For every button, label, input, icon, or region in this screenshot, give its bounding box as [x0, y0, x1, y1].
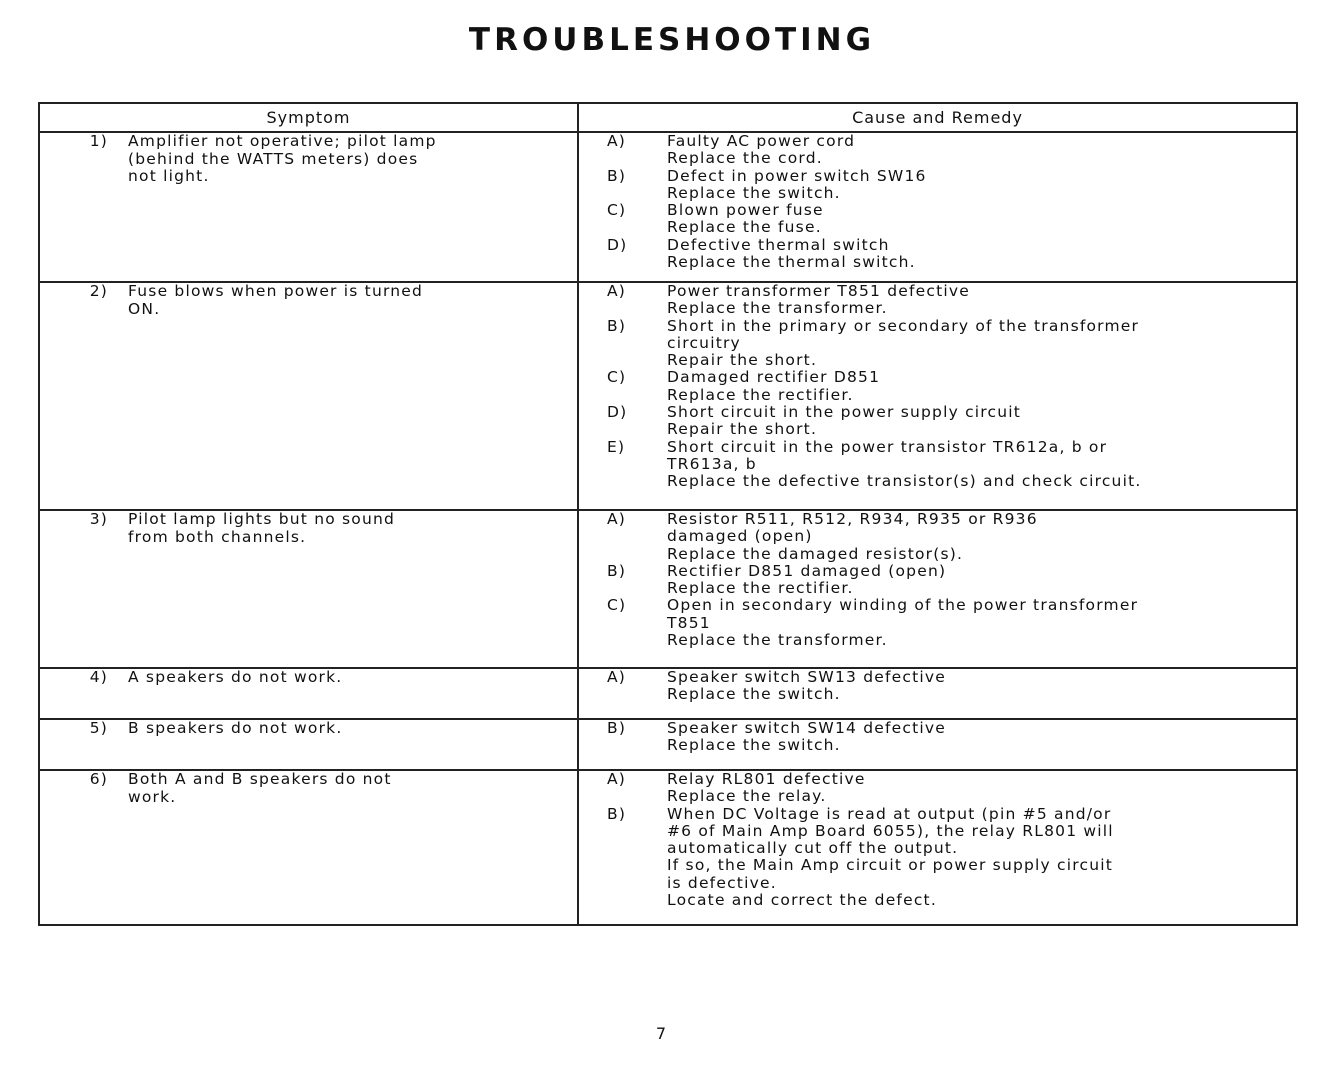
table-row	[39, 770, 1297, 925]
cause-remedy-cell	[578, 510, 1297, 668]
cause-text: Faulty AC power cord	[667, 132, 856, 150]
cause-remedy-cell	[578, 282, 1297, 510]
cause-letter: A)	[607, 770, 627, 788]
remedy-text: Replace the rectifier.	[667, 385, 854, 404]
cause-text: Resistor R511, R512, R934, R935 or R936 damaged (open)	[667, 510, 1038, 546]
symptom-text: Amplifier not operative; pilot lamp (behind the WATTS meters) does not light.	[128, 132, 437, 185]
remedy-text: Replace the relay.	[667, 787, 827, 806]
troubleshooting-table	[38, 102, 1298, 926]
remedy-text: Replace the cord.	[667, 149, 823, 168]
remedy-text: Replace the fuse.	[667, 218, 822, 237]
cause-letter: A)	[607, 510, 627, 528]
symptom-cell	[39, 770, 578, 925]
cause-text: Speaker switch SW14 defective	[667, 719, 946, 737]
cause-item	[579, 202, 1296, 237]
table-row	[39, 282, 1297, 510]
cause-text: Power transformer T851 defective	[667, 282, 970, 300]
cause-letter: C)	[607, 201, 627, 220]
table-row	[39, 719, 1297, 770]
page-title: TROUBLESHOOTING	[468, 22, 876, 58]
cause-text: Short circuit in the power transistor TR612a, b or TR613a, b	[667, 437, 1108, 473]
cause-item	[579, 133, 1296, 168]
cause-letter: D)	[607, 403, 628, 422]
cause-letter: B)	[607, 719, 627, 737]
cause-text: Defect in power switch SW16	[667, 166, 927, 185]
symptom-number: 3)	[89, 510, 108, 528]
cause-item	[579, 168, 1296, 203]
cause-letter: B)	[607, 561, 627, 580]
cause-letter: A)	[607, 132, 627, 150]
symptom-cell	[39, 719, 578, 770]
cause-item	[579, 404, 1296, 439]
symptom-number: 2)	[89, 282, 108, 300]
cause-letter: A)	[607, 668, 627, 686]
cause-item	[579, 563, 1296, 598]
cause-letter: C)	[607, 368, 627, 387]
cause-remedy-header: Cause and Remedy	[578, 103, 1297, 132]
cause-remedy-cell	[578, 719, 1297, 770]
symptom-number: 1)	[89, 132, 108, 150]
remedy-text: Replace the defective transistor(s) and check circuit.	[667, 472, 1142, 491]
remedy-text: Replace the thermal switch.	[667, 253, 916, 272]
remedy-text: Replace the transformer.	[667, 631, 888, 650]
cause-item	[579, 439, 1296, 491]
remedy-text: Replace the transformer.	[667, 299, 888, 318]
page-number: 7	[655, 1024, 667, 1043]
symptom-cell	[39, 510, 578, 668]
cause-item	[579, 669, 1296, 704]
remedy-text: Replace the switch.	[667, 736, 841, 755]
cause-item	[579, 771, 1296, 806]
symptom-number: 4)	[89, 668, 108, 686]
remedy-text: Replace the damaged resistor(s).	[667, 544, 964, 563]
cause-text: Speaker switch SW13 defective	[667, 668, 946, 686]
remedy-text: Repair the short.	[667, 351, 818, 370]
cause-text: Relay RL801 defective	[667, 770, 866, 788]
symptom-cell	[39, 282, 578, 510]
cause-item	[579, 369, 1296, 404]
cause-remedy-cell	[578, 668, 1297, 719]
cause-text: When DC Voltage is read at output (pin #5 and/or #6 of Main Amp Board 6055), the relay RL801 will automatically cut off the output. If so, the Main Amp circuit or power supply circuit is defective.	[667, 804, 1114, 892]
table-row	[39, 668, 1297, 719]
cause-item	[579, 720, 1296, 755]
remedy-text: Replace the switch.	[667, 685, 841, 704]
cause-letter: D)	[607, 235, 628, 254]
cause-letter: E)	[607, 437, 626, 456]
remedy-text: Locate and correct the defect.	[667, 891, 937, 910]
table-body	[39, 132, 1297, 925]
table-row	[39, 132, 1297, 282]
cause-letter: C)	[607, 596, 627, 615]
cause-item	[579, 283, 1296, 318]
cause-text: Damaged rectifier D851	[667, 368, 881, 387]
symptom-text: B speakers do not work.	[128, 719, 343, 737]
cause-text: Defective thermal switch	[667, 235, 890, 254]
cause-letter: A)	[607, 282, 627, 300]
symptom-header: Symptom	[39, 103, 578, 132]
cause-remedy-cell	[578, 770, 1297, 925]
symptom-text: A speakers do not work.	[128, 668, 343, 686]
symptom-number: 6)	[89, 770, 108, 788]
remedy-text: Replace the rectifier.	[667, 579, 854, 598]
symptom-text: Fuse blows when power is turned ON.	[128, 282, 424, 318]
cause-text: Short circuit in the power supply circuit	[667, 403, 1022, 422]
remedy-text: Repair the short.	[667, 420, 818, 439]
cause-text: Blown power fuse	[667, 201, 824, 220]
remedy-text: Replace the switch.	[667, 183, 841, 202]
cause-item	[579, 237, 1296, 272]
symptom-text: Pilot lamp lights but no sound from both channels.	[128, 510, 396, 546]
table-row	[39, 510, 1297, 668]
symptom-cell	[39, 668, 578, 719]
cause-letter: B)	[607, 166, 627, 185]
cause-text: Rectifier D851 damaged (open)	[667, 561, 947, 580]
cause-letter: B)	[607, 316, 627, 335]
cause-letter: B)	[607, 804, 627, 823]
cause-text: Open in secondary winding of the power transformer T851	[667, 596, 1139, 632]
cause-item	[579, 806, 1296, 910]
cause-text: Short in the primary or secondary of the transformer circuitry	[667, 316, 1140, 352]
symptom-text: Both A and B speakers do not work.	[128, 770, 392, 806]
cause-item	[579, 318, 1296, 370]
table-header-row	[39, 103, 1297, 132]
cause-item	[579, 597, 1296, 649]
symptom-number: 5)	[89, 719, 108, 737]
cause-remedy-cell	[578, 132, 1297, 282]
cause-item	[579, 511, 1296, 563]
symptom-cell	[39, 132, 578, 282]
